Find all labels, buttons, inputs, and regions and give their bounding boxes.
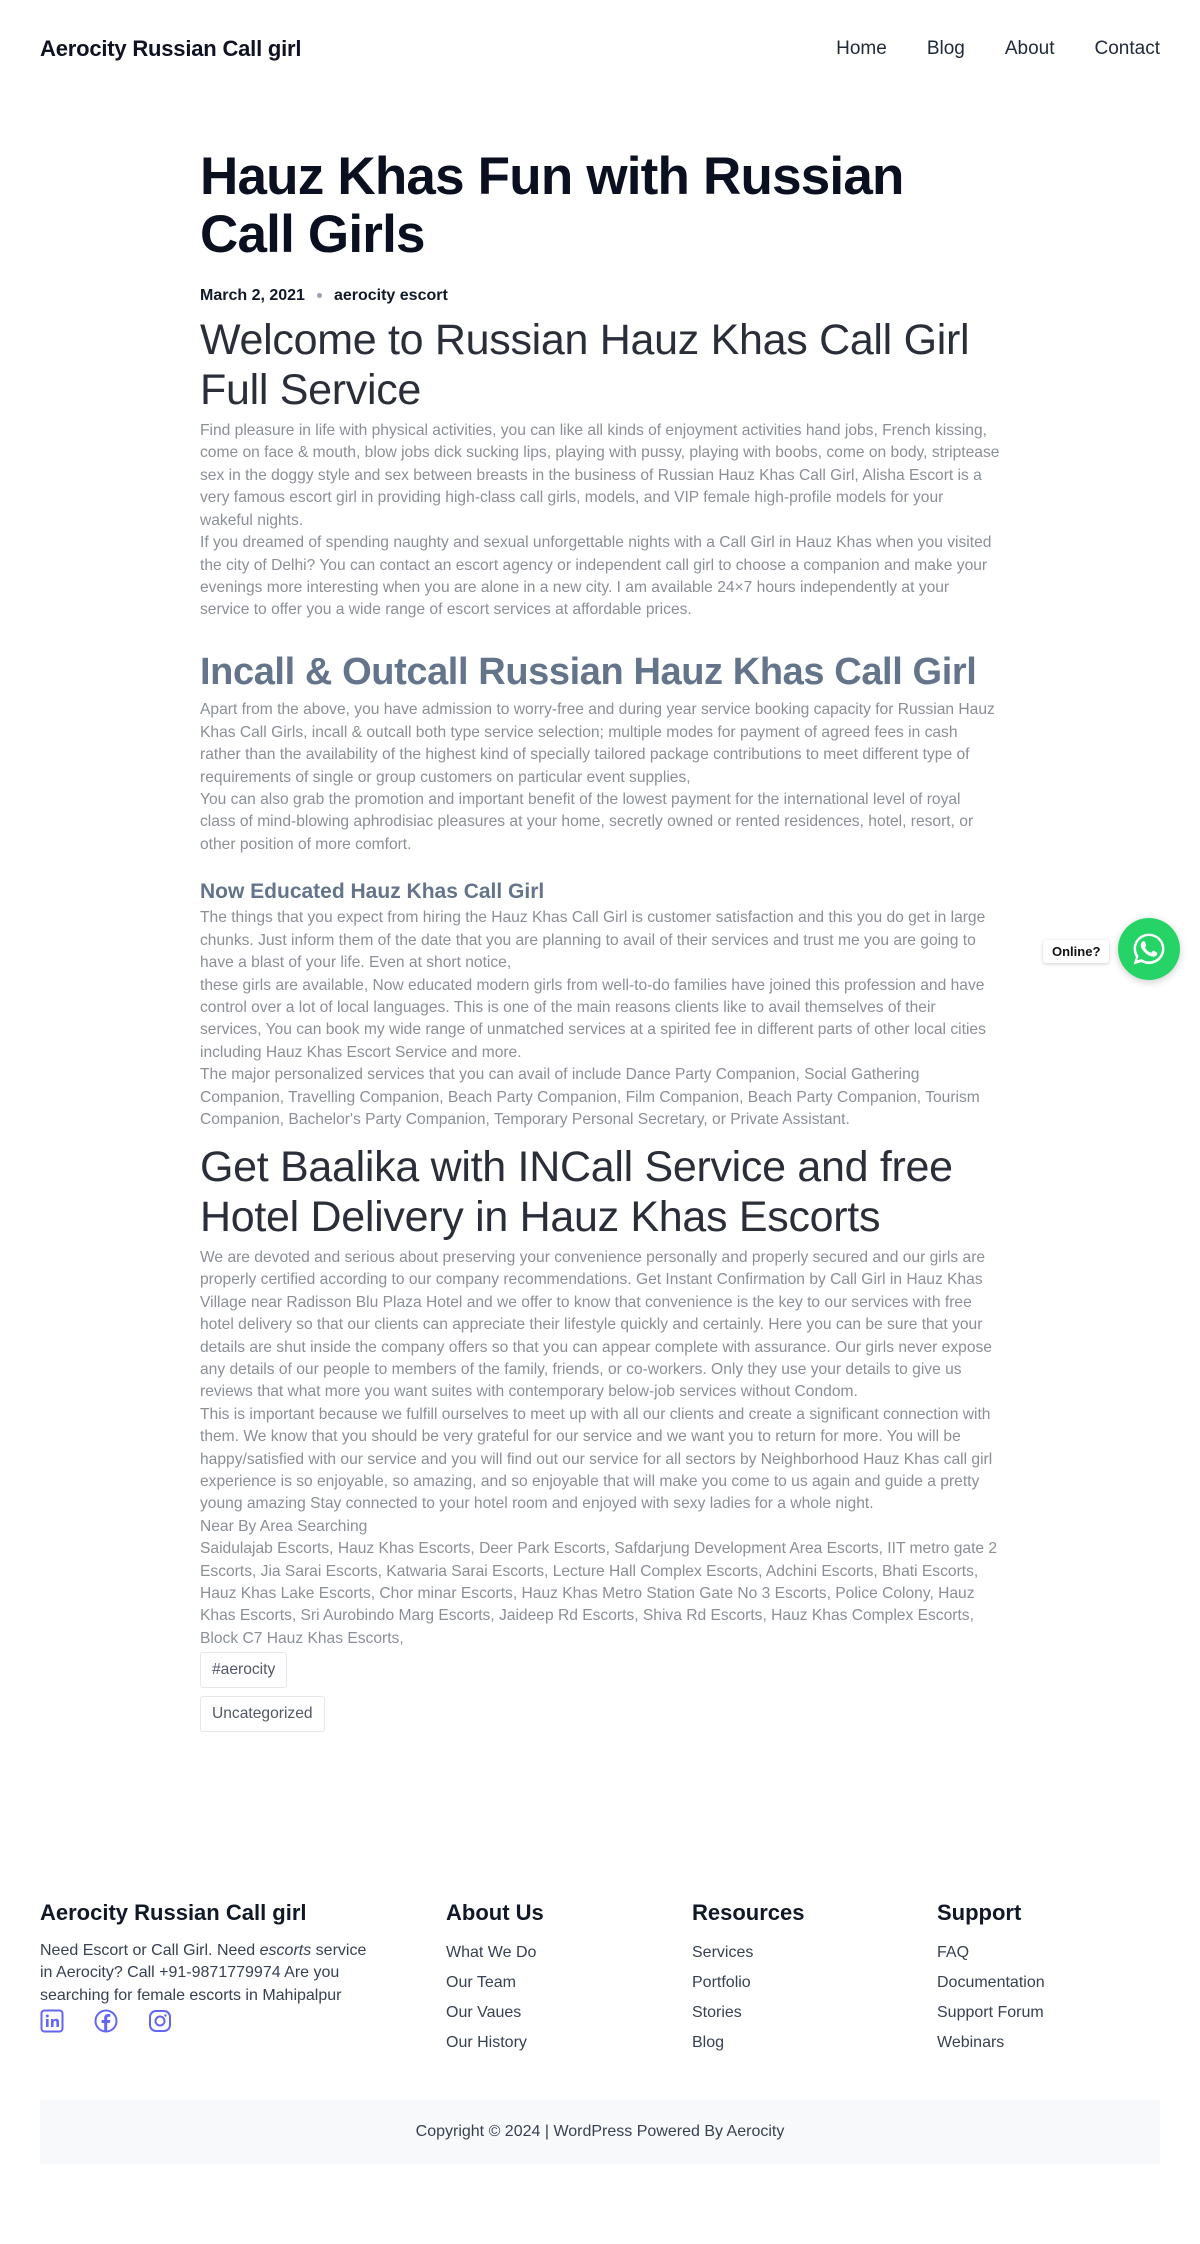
nav-home[interactable]: Home [836, 38, 887, 59]
instagram-icon[interactable] [148, 2009, 172, 2033]
site-header [0, 0, 1200, 104]
footer-link[interactable]: Services [692, 1944, 754, 1961]
paragraph: We are devoted and serious about preserving your convenience personally and properly secured and our girls are properly certified according to our company recommendations. Get Instant Confirmation by Call Girl in Hauz Khas Village near Radisson Blu Plaza Hotel and we offer to know that convenience is the key to our services with free hotel delivery so that our clients can appreciate their lifestyle quickly and certainly. Here you can be sure that your details are shut inside the company offers so that you can appear complete with assurance. Our girls never expose any details of our people to members of the family, friends, or co-workers. Only they use your details to give us reviews that what more you want suites with contemporary below-job services without Condom. [200, 1248, 992, 1401]
paragraph: The things that you expect from hiring the Hauz Khas Call Girl is customer satisfaction and this you do get in large chunks. Just inform them of the date that you are planning to avail of their services and trust me you are going to have a blast of your life. Even at short notice, [200, 909, 986, 972]
footer-brand-text [40, 1940, 380, 2007]
footer-link[interactable]: FAQ [937, 1944, 970, 1961]
footer-link-list [446, 1938, 544, 2058]
section-heading-educated: Now Educated Hauz Khas Call Girl [200, 880, 545, 904]
section-heading-incall: Incall & Outcall Russian Hauz Khas Call Girl [200, 650, 977, 693]
footer-link[interactable]: What We Do [446, 1944, 537, 1961]
paragraph: Saidulajab Escorts, Hauz Khas Escorts, Deer Park Escorts, Safdarjung Development Area Escorts, IIT metro gate 2 Escorts, Jia Sarai Escorts, Katwaria Sarai Escorts, Lecture Hall Complex Escorts, Adchini Escorts, Bhati Escorts, Hauz Khas Lake Escorts, Chor minar Escorts, Hauz Khas Metro Station Gate No 3 Escorts, Police Colony, Hauz Khas Escorts, Sri Aurobindo Marg Escorts, Jaideep Rd Escorts, Shiva Rd Escorts, Hauz Khas Complex Escorts, Block C7 Hauz Khas Escorts, [200, 1540, 998, 1647]
paragraph: Near By Area Searching [200, 1517, 368, 1535]
footer-brand-text-pre: Need Escort or Call Girl. Need [40, 1942, 260, 1959]
footer-link[interactable]: Blog [692, 2034, 725, 2051]
tag-list [200, 1652, 1000, 1688]
whatsapp-button[interactable] [1118, 918, 1180, 980]
footer-link[interactable]: Stories [692, 2004, 742, 2021]
post-tag[interactable]: #aerocity [200, 1652, 287, 1688]
paragraph: these girls are available, Now educated modern girls from well-to-do families have joined this profession and have control over a lot of local languages. This is one of the main reasons clients like to avail themselves of their services, You can book my wide range of unmatched services at a spirited fee in different parts of other local cities including Hauz Khas Escort Service and more. [200, 976, 986, 1061]
article [200, 148, 1000, 1732]
nav-blog[interactable]: Blog [926, 38, 965, 59]
footer-link[interactable]: Support Forum [937, 2004, 1044, 2021]
footer-brand [40, 1900, 380, 2033]
post-author[interactable]: aerocity escort [333, 286, 448, 304]
footer-link-list [692, 1938, 805, 2058]
post-meta [200, 287, 1000, 305]
post-date[interactable]: March 2, 2021 [200, 286, 305, 304]
whatsapp-icon [1130, 930, 1168, 968]
post-title: Hauz Khas Fun with Russian Call Girls [200, 147, 904, 265]
footer-column-title: About Us [446, 1900, 544, 1925]
footer-link[interactable]: Portfolio [692, 1974, 751, 1991]
footer-link[interactable]: Our Vaues [446, 2004, 522, 2021]
footer-column-title: Support [937, 1900, 1022, 1925]
copyright-bar [40, 2100, 1160, 2164]
nav-about[interactable]: About [1004, 38, 1055, 59]
paragraph: Find pleasure in life with physical activities, you can like all kinds of enjoyment activities hand jobs, French kissing, come on face & mouth, blow jobs dick sucking lips, playing with pussy, playing with boobs, come on body, striptease sex in the doggy style and sex between breasts in the business of Russian Hauz Khas Call Girl, Alisha Escort is a very famous escort girl in providing high-class call girls, models, and VIP female high-profile models for your wakeful nights. [200, 422, 1000, 529]
paragraph: You can also grab the promotion and important benefit of the lowest payment for the international level of royal class of mind-blowing aphrodisiac pleasures at your home, secretly owned or rented residences, hotel, resort, or other position of more comfort. [200, 790, 974, 853]
site-title[interactable]: Aerocity Russian Call girl [40, 36, 302, 61]
post-category[interactable]: Uncategorized [200, 1696, 325, 1732]
facebook-icon[interactable] [94, 2009, 118, 2033]
category-list [200, 1696, 1000, 1732]
footer-brand-text-post: service in Aerocity? Call +91-9871779974 Are you searching for female escorts in Mahipalpur [40, 1942, 367, 2004]
footer-column-about [446, 1900, 544, 2058]
footer-brand-text-em: escorts [259, 1942, 312, 1959]
paragraph: Apart from the above, you have admission to worry-free and during year service booking capacity for Russian Hauz Khas Call Girls, incall & outcall both type service selection; multiple modes for payment of agreed fees in cash rather than the availability of the highest kind of specially tailored package contributions to meet different type of requirements of single or group customers on particular event supplies, [200, 701, 995, 786]
footer-column-title: Resources [692, 1900, 805, 1925]
footer-link[interactable]: Webinars [937, 2034, 1005, 2051]
footer-column-support [937, 1900, 1045, 2058]
footer-link-list [937, 1938, 1045, 2058]
copyright-text: Copyright © 2024 | WordPress Powered By Aerocity [415, 2123, 785, 2140]
footer-link[interactable]: Our History [446, 2034, 527, 2051]
paragraph: If you dreamed of spending naughty and sexual unforgettable nights with a Call Girl in Hauz Khas when you visited the city of Delhi? You can contact an escort agency or independent call girl to choose a companion and make your evenings more interesting when you are alone in a new city. I am available 24×7 hours independently at your service to offer you a wide range of escort services at affordable prices. [200, 534, 992, 619]
whatsapp-online-label[interactable]: Online? [1043, 940, 1109, 963]
footer-column-resources [692, 1900, 805, 2058]
nav-contact[interactable]: Contact [1094, 38, 1160, 59]
footer-link[interactable]: Documentation [937, 1974, 1045, 1991]
main-nav [836, 38, 1160, 60]
social-links [40, 2009, 380, 2033]
paragraph: This is important because we fulfill ourselves to meet up with all our clients and create a significant connection with them. We know that you should be very grateful for our service and we want you to return for more. You will be happy/satisfied with our service and you will find out our service for all sectors by Neighborhood Hauz Khas call girl experience is so enjoyable, so amazing, and so enjoyable that will make you come to us again and guide a pretty young amazing Stay connected to your hotel room and enjoyed with sexy ladies for a whole night. [200, 1405, 993, 1513]
linkedin-icon[interactable] [40, 2009, 64, 2033]
paragraph: The major personalized services that you can avail of include Dance Party Companion, Social Gathering Companion, Travelling Companion, Beach Party Companion, Film Companion, Beach Party Companion, Tourism Companion, Bachelor's Party Companion, Temporary Personal Secretary, or Private Assistant. [200, 1066, 980, 1129]
section-heading-welcome: Welcome to Russian Hauz Khas Call Girl Full Service [200, 315, 970, 415]
meta-separator [317, 293, 322, 298]
footer-brand-title: Aerocity Russian Call girl [40, 1900, 307, 1925]
footer-link[interactable]: Our Team [446, 1974, 516, 1991]
section-heading-baalika: Get Baalika with INCall Service and free Hotel Delivery in Hauz Khas Escorts [200, 1142, 953, 1242]
